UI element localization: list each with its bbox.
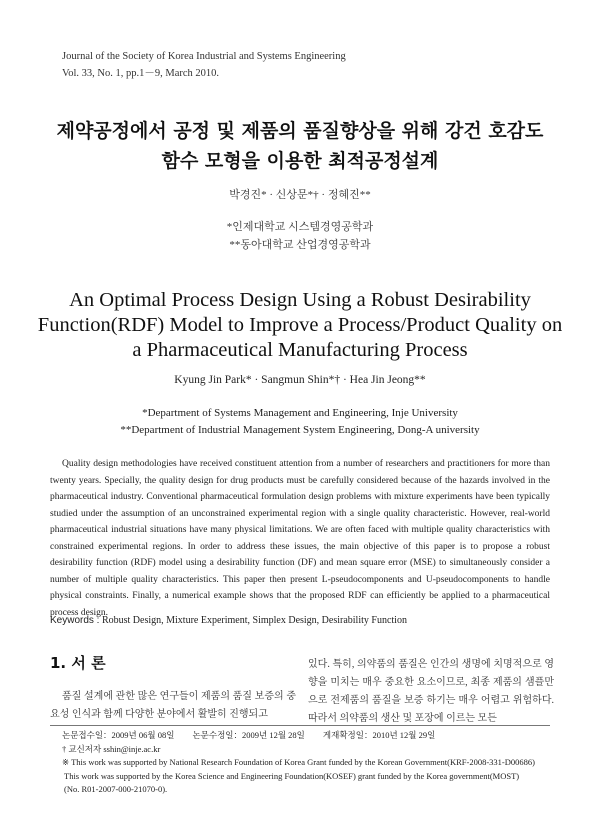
journal-header	[62, 48, 346, 82]
corresponding-author: † 교신저자 sshin@inje.ac.kr	[62, 743, 161, 754]
korean-title	[0, 116, 600, 176]
keywords-label: Keywords :	[50, 615, 100, 626]
funding-note-2: This work was supported by the Korea Science and Engineering Foundation(KOSEF) grant funded by the Korea government(MOST)	[64, 770, 520, 781]
received-date: 논문접수일：2009년 06월 08일	[62, 730, 175, 740]
english-title-line2: Function(RDF) Model to Improve a Process/Product Quality on	[37, 314, 563, 336]
korean-affiliations	[0, 218, 600, 254]
section-heading: 1. 서 론	[50, 654, 106, 672]
english-affiliation-1: *Department of Systems Management and Engineering, Inje University	[142, 407, 458, 419]
footnotes	[62, 729, 562, 797]
revised-date: 논문수정일：2009년 12월 28일	[192, 730, 305, 740]
journal-name: Journal of the Society of Korea Industrial and Systems Engineering	[62, 51, 346, 62]
korean-affiliation-2: **동아대학교 산업경영공학과	[229, 239, 371, 251]
footnote-divider	[50, 725, 550, 726]
funding-note-3: (No. R01-2007-000-21070-0).	[64, 784, 168, 794]
footnote-dates	[62, 729, 562, 743]
abstract: Quality design methodologies have received constituent attention from a number of researchers and practitioners for more than twenty years. Specially, the quality design for drug products must be carefully considered because of the hazards involved in the pharmaceutical industry. Conventional pharmaceutical formulation design problems with mixture experiments have been typically studied under the assumption of an unconstrained experimental region with a single quality characteristic. However, real-world pharmaceutical industrial situations have many physical limitations. We are often faced with multiple quality characteristics with constrained experimental regions. In order to address these issues, the main objective of this paper is to propose a robust desirability function (RDF) model using a desirability function (DF) and mean square error (MSE) to simultaneously consider a number of multiple quality characteristics. This paper then present L-pseudocomponents and U-pseudocomponents to handle physical constraints. Finally, a numerical example shows that the proposed RDF can efficiently be applied to a pharmaceutical process design.	[50, 459, 550, 618]
english-authors: Kyung Jin Park* · Sangmun Shin*† · Hea Jin Jeong**	[174, 374, 426, 386]
korean-title-line2: 함수 모형을 이용한 최적공정설계	[161, 150, 439, 172]
korean-authors: 박경진* · 신상문*† · 정혜진**	[229, 189, 371, 201]
english-title	[20, 288, 580, 363]
korean-title-line1: 제약공정에서 공정 및 제품의 품질향상을 위해 강건 호감도	[56, 120, 544, 142]
english-affiliations	[0, 405, 600, 439]
body-right-column: 있다. 특히, 의약품의 품질은 인간의 생명에 치명적으로 영향을 미치는 매우 중요한 요소이므로, 최종 제품의 샘플만으로 전제품의 품질을 보증 하기는 매우 어렵고 위험하다. 따라서 의약품의 생산 및 포장에 이르는 모든	[308, 659, 554, 724]
body-left-column: 품질 설계에 관한 많은 연구들이 제품의 품질 보증의 중요성 인식과 함께 다양한 분야에서 활발히 진행되고	[50, 691, 296, 720]
funding-note-1: ※ This work was supported by National Research Foundation of Korea Grant funded by the Korean Government(KRF-2008-331-D00686)	[62, 757, 535, 767]
english-title-line3: a Pharmaceutical Manufacturing Process	[132, 339, 468, 361]
accepted-date: 게재확정일：2010년 12월 29일	[322, 730, 436, 740]
keywords-text: Robust Design, Mixture Experiment, Simplex Design, Desirability Function	[101, 615, 407, 626]
english-affiliation-2: **Department of Industrial Management System Engineering, Dong-A university	[120, 424, 480, 436]
journal-issue: Vol. 33, No. 1, pp.1－9, March 2010.	[62, 68, 220, 79]
english-title-line1: An Optimal Process Design Using a Robust Desirability	[69, 289, 531, 311]
keywords	[50, 615, 550, 626]
korean-affiliation-1: *인제대학교 시스템경영공학과	[226, 221, 374, 233]
